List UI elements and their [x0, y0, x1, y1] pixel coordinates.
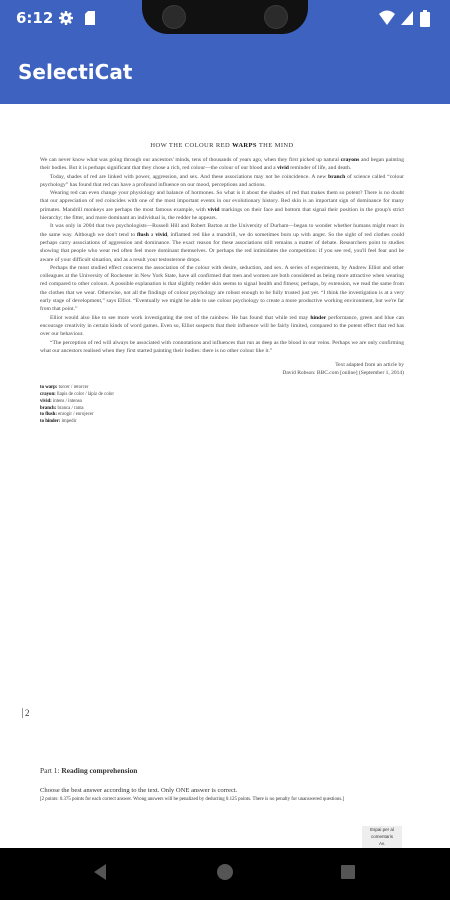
article-paragraph: Wearing red can even change your physiology and balance of hormones. So what is it about the shades of red that makes them so potent? There is no doubt that our appreciation of red coincides with one of the most important events in our evolutionary history. Red skin is an important sign of dominance for many primates. Mandrill monkeys are perhaps the most famous example, with vivid markings on their face and bottom that signal their position in the group's strict hierarchy; the fitter, and more dominant an individual is, the redder he appears. [40, 190, 404, 222]
glossary [40, 385, 404, 426]
article-paragraph: Perhaps the most studied effect concerns the association of the colour with desire, seduction, and sex. A series of experiments, by Andrew Elliot and other colleagues at the University of Rochester in New York State, have all confirmed that men and women are both considered as being more attractive when wearing red compared to other colours. A possible explanation is that slightly redder skin seems to signal health and fitness; perhaps, by extension, we read the same from the clothes that we wear. Otherwise, not all the findings of colour psychology are robust enough to be fully trusted just yet. “I think the investigation is at a very early stage of development,” says Elliot. “Eventually we might be able to use colour psychology to create a more productive working environment, but we're far from that point.” [40, 264, 404, 313]
glossary-entry: to flush: enrogir / enrojecer [40, 412, 94, 418]
part1-instruction: Choose the best answer according to the text. Only ONE answer is correct. [40, 787, 238, 794]
article-paragraph: “The perception of red will always be associated with connotations and influences that run as deep as the blood in our veins. Perhaps we are only confirming what our ancestors realised when they first started painting their bodies: there is no other colour like it.” [40, 339, 404, 354]
article-paragraph: Today, shades of red are linked with power, aggression, and sex. And these associations may not be coincidence. A new branch of science called “colour psychology” has found that red can have a profound influence on our mood, perceptions and actions. [40, 173, 404, 188]
article-paragraph: Elliot would also like to see more work investigating the rest of the rainbow. He has found that while red may hinder performance, green and blue can encourage creativity in certain kinds of word games. Even so, Elliot suspects that their influence will be fairly limited, compared to the potent effect that red has over our behaviour. [40, 314, 404, 338]
comments-tab-label: Av. [378, 841, 386, 846]
source-line: David Robson: BBC.com [online] (September 1, 2014) [282, 370, 404, 377]
wifi-icon [378, 10, 396, 31]
comments-tab[interactable] [362, 826, 402, 848]
status-time: 6:12 [16, 9, 54, 27]
article-source [40, 361, 404, 377]
front-camera-icon [264, 5, 288, 29]
article-paragraph: It was only in 2004 that two psychologists—Russell Hill and Robert Barton at the University of Durham—began to wonder whether humans might react in the same way. Although we don't tend to flush a vivid, inflamed red like a mandrill, we do sometimes burn up with anger. So the sight of red clothes could perhaps carry associations of aggression and dominance. The exact reason for these associations still remains a matter of debate. Researchers point to studies showing that people who wear red often feel more dominant themselves. Or perhaps the red intimidates the competition: if you see red, you'll feel fear and be aware of your difficult situation, and as a result your testosterone drops. [40, 223, 404, 263]
back-icon[interactable] [88, 860, 112, 884]
article-heading: HOW THE COLOUR RED WARPS THE MIND [150, 142, 294, 149]
part1-section [40, 766, 408, 803]
recents-icon[interactable] [336, 860, 360, 884]
front-camera-icon [162, 5, 186, 29]
glossary-entry: to hinder: impedir [40, 419, 77, 425]
comments-tab-label: Espai per al comentaris [370, 827, 394, 839]
part1-note: [2 points: 0.375 points for each correct answer. Wrong answers will be penalized by deducting 0.125 points. There is no penalty for unanswered questions.] [40, 797, 345, 802]
app-title: SelectiCat [18, 60, 133, 84]
cellular-signal-icon [400, 10, 414, 31]
article-paragraph: We can never know what was going through our ancestors' minds, tens of thousands of years ago, when they first picked up natural crayons and began painting their bodies. But it is perhaps significant that they chose a rich, red colour—the colour of our blood and a vivid reminder of life, and death. [40, 157, 405, 172]
glossary-entry: to warp: torcer / retorcer [40, 385, 89, 391]
document-page [40, 142, 404, 426]
glossary-entry: vivid: intens / intenso [40, 398, 82, 404]
glossary-entry: branch: branca / rama [40, 405, 84, 411]
app-bar [0, 38, 450, 104]
document-viewer[interactable] [0, 104, 450, 848]
source-line: Text adapted from an article by [335, 362, 404, 369]
settings-gear-icon [58, 10, 74, 31]
sd-card-icon [84, 10, 96, 31]
home-icon[interactable] [213, 860, 237, 884]
camera-notch [142, 0, 308, 34]
navigation-bar [0, 848, 450, 900]
article-body [40, 156, 404, 355]
glossary-entry: crayon: llapis de color / lápiz de color [40, 391, 114, 397]
battery-icon [420, 10, 430, 32]
page-number: 2 [22, 708, 30, 718]
part1-title: Part 1: Reading comprehension [40, 766, 138, 775]
